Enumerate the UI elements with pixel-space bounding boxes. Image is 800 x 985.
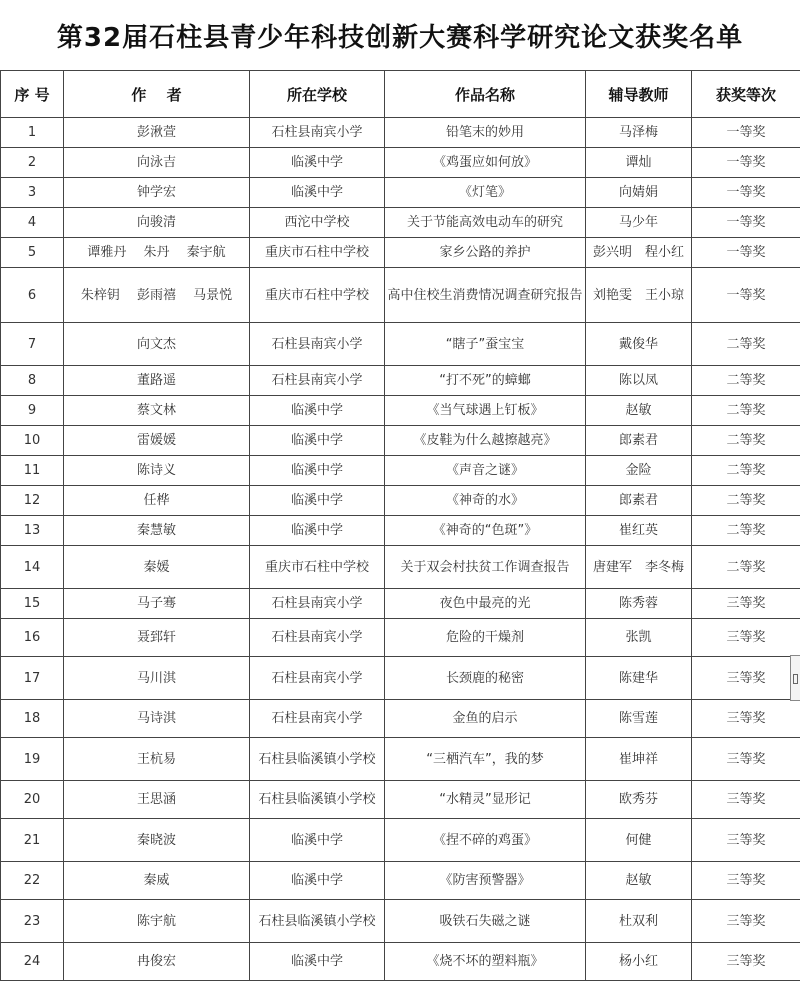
cell-author: 聂郅轩: [64, 619, 250, 657]
table-row: [1, 900, 800, 943]
cell-award: 三等奖: [692, 900, 800, 943]
cell-work: 《声音之谜》: [385, 456, 586, 486]
page-title: 第32届石柱县青少年科技创新大赛科学研究论文获奖名单: [56, 22, 744, 53]
cell-author: 马诗淇: [64, 700, 250, 738]
cell-school: 重庆市石柱中学校: [250, 238, 385, 268]
cell-award: 三等奖: [692, 819, 800, 862]
header-teacher: 辅导教师: [586, 71, 692, 118]
cell-work: 《鸡蛋应如何放》: [385, 148, 586, 178]
cell-index: 8: [1, 366, 64, 396]
header-index: 序 号: [1, 71, 64, 118]
cell-award: 三等奖: [692, 781, 800, 819]
header-row: [1, 71, 800, 118]
table-row: [1, 178, 800, 208]
cell-teacher: 陈以凤: [586, 366, 692, 396]
cell-award: 一等奖: [692, 178, 800, 208]
table-row: [1, 118, 800, 148]
cell-school: 石柱县南宾小学: [250, 323, 385, 366]
cell-work: 《灯笔》: [385, 178, 586, 208]
cell-author: 马川淇: [64, 657, 250, 700]
table-row: [1, 589, 800, 619]
cell-author: 秦媛: [64, 546, 250, 589]
cell-index: 10: [1, 426, 64, 456]
cell-index: 5: [1, 238, 64, 268]
cell-award: 三等奖: [692, 700, 800, 738]
cell-author: 谭雅丹 朱丹 秦宇航: [64, 238, 250, 268]
table-row: [1, 943, 800, 981]
table-row: [1, 700, 800, 738]
table-row: [1, 366, 800, 396]
cell-school: 临溪中学: [250, 148, 385, 178]
cell-school: 临溪中学: [250, 486, 385, 516]
cell-school: 石柱县临溪镇小学校: [250, 781, 385, 819]
cell-index: 7: [1, 323, 64, 366]
cell-work: “瞎子”蚕宝宝: [385, 323, 586, 366]
cell-teacher: 张凯: [586, 619, 692, 657]
cell-award: 二等奖: [692, 546, 800, 589]
table-row: [1, 486, 800, 516]
cell-award: 一等奖: [692, 238, 800, 268]
cell-index: 21: [1, 819, 64, 862]
cell-teacher: 马泽梅: [586, 118, 692, 148]
cell-teacher: 金险: [586, 456, 692, 486]
cell-work: 金鱼的启示: [385, 700, 586, 738]
cell-work: 高中住校生消费情况调查研究报告: [385, 268, 586, 323]
cell-index: 14: [1, 546, 64, 589]
cell-index: 6: [1, 268, 64, 323]
cell-work: 《皮鞋为什么越擦越亮》: [385, 426, 586, 456]
cell-author: 秦威: [64, 862, 250, 900]
cell-award: 三等奖: [692, 589, 800, 619]
cell-teacher: 向婧娟: [586, 178, 692, 208]
cell-award: 三等奖: [692, 619, 800, 657]
cell-teacher: 陈秀蓉: [586, 589, 692, 619]
cell-author: 雷媛媛: [64, 426, 250, 456]
cell-index: 9: [1, 396, 64, 426]
cell-award: 二等奖: [692, 516, 800, 546]
cell-index: 20: [1, 781, 64, 819]
table-row: [1, 619, 800, 657]
cell-work: 危险的干燥剂: [385, 619, 586, 657]
cell-teacher: 陈雪莲: [586, 700, 692, 738]
cell-work: 关于节能高效电动车的研究: [385, 208, 586, 238]
cell-award: 三等奖: [692, 943, 800, 981]
cell-teacher: 赵敏: [586, 862, 692, 900]
cell-school: 临溪中学: [250, 819, 385, 862]
cell-teacher: 谭灿: [586, 148, 692, 178]
cell-index: 16: [1, 619, 64, 657]
cell-teacher: 马少年: [586, 208, 692, 238]
table-row: [1, 268, 800, 323]
cell-teacher: 彭兴明 程小红: [586, 238, 692, 268]
cell-teacher: 崔坤祥: [586, 738, 692, 781]
cell-index: 15: [1, 589, 64, 619]
cell-author: 陈宇航: [64, 900, 250, 943]
cell-author: 彭湫萱: [64, 118, 250, 148]
cell-award: 一等奖: [692, 148, 800, 178]
table-row: [1, 781, 800, 819]
cell-author: 向文杰: [64, 323, 250, 366]
cell-author: 任桦: [64, 486, 250, 516]
cell-school: 石柱县南宾小学: [250, 619, 385, 657]
cell-author: 冉俊宏: [64, 943, 250, 981]
table-body: [1, 118, 800, 981]
cell-index: 13: [1, 516, 64, 546]
cell-work: “水精灵”显形记: [385, 781, 586, 819]
cell-school: 临溪中学: [250, 943, 385, 981]
cell-award: 二等奖: [692, 323, 800, 366]
table-row: [1, 323, 800, 366]
cell-teacher: 唐建军 李冬梅: [586, 546, 692, 589]
table-row: [1, 657, 800, 700]
cell-award: 三等奖: [692, 657, 800, 700]
cell-award: 一等奖: [692, 268, 800, 323]
cell-school: 石柱县临溪镇小学校: [250, 900, 385, 943]
table-row: [1, 516, 800, 546]
header-work: 作品名称: [385, 71, 586, 118]
cell-teacher: 赵敏: [586, 396, 692, 426]
cell-school: 临溪中学: [250, 396, 385, 426]
cell-award: 二等奖: [692, 456, 800, 486]
table-row: [1, 426, 800, 456]
cell-index: 4: [1, 208, 64, 238]
cell-author: 蔡文林: [64, 396, 250, 426]
header-author: 作 者: [64, 71, 250, 118]
cell-author: 秦晓波: [64, 819, 250, 862]
cell-teacher: 郎素君: [586, 426, 692, 456]
cell-school: 石柱县南宾小学: [250, 366, 385, 396]
cell-index: 2: [1, 148, 64, 178]
cell-school: 重庆市石柱中学校: [250, 268, 385, 323]
table-row: [1, 396, 800, 426]
cell-work: “三栖汽车”，我的梦: [385, 738, 586, 781]
marker-icon: [793, 674, 798, 684]
table-row: [1, 862, 800, 900]
cell-school: 石柱县南宾小学: [250, 700, 385, 738]
cell-index: 23: [1, 900, 64, 943]
cell-teacher: 杨小红: [586, 943, 692, 981]
cell-school: 石柱县南宾小学: [250, 589, 385, 619]
cell-work: 《捏不碎的鸡蛋》: [385, 819, 586, 862]
cell-award: 三等奖: [692, 738, 800, 781]
table-row: [1, 546, 800, 589]
cell-author: 钟学宏: [64, 178, 250, 208]
cell-award: 三等奖: [692, 862, 800, 900]
table-row: [1, 208, 800, 238]
cell-author: 向泳吉: [64, 148, 250, 178]
cell-award: 一等奖: [692, 118, 800, 148]
table-row: [1, 456, 800, 486]
cell-award: 二等奖: [692, 396, 800, 426]
awards-table: [0, 70, 800, 981]
cell-author: 王杭易: [64, 738, 250, 781]
cell-teacher: 杜双利: [586, 900, 692, 943]
cell-author: 秦慧敏: [64, 516, 250, 546]
cell-school: 重庆市石柱中学校: [250, 546, 385, 589]
cell-index: 3: [1, 178, 64, 208]
cell-school: 石柱县临溪镇小学校: [250, 738, 385, 781]
cell-author: 向骏清: [64, 208, 250, 238]
cell-award: 二等奖: [692, 426, 800, 456]
cell-award: 一等奖: [692, 208, 800, 238]
cell-index: 1: [1, 118, 64, 148]
cell-work: 铅笔末的妙用: [385, 118, 586, 148]
cell-school: 临溪中学: [250, 456, 385, 486]
cell-award: 二等奖: [692, 366, 800, 396]
cell-work: 长颈鹿的秘密: [385, 657, 586, 700]
cell-teacher: 刘艳雯 王小琼: [586, 268, 692, 323]
cell-school: 石柱县南宾小学: [250, 118, 385, 148]
cell-author: 陈诗义: [64, 456, 250, 486]
cell-index: 18: [1, 700, 64, 738]
table-row: [1, 738, 800, 781]
cell-school: 临溪中学: [250, 426, 385, 456]
cell-author: 董路遥: [64, 366, 250, 396]
cell-index: 19: [1, 738, 64, 781]
cell-teacher: 陈建华: [586, 657, 692, 700]
table-header: [1, 71, 800, 118]
cell-work: 夜色中最亮的光: [385, 589, 586, 619]
cell-school: 石柱县南宾小学: [250, 657, 385, 700]
cell-work: 关于双会村扶贫工作调查报告: [385, 546, 586, 589]
cell-teacher: 戴俊华: [586, 323, 692, 366]
cell-author: 王思涵: [64, 781, 250, 819]
cell-school: 西沱中学校: [250, 208, 385, 238]
cell-index: 22: [1, 862, 64, 900]
cell-school: 临溪中学: [250, 178, 385, 208]
cell-index: 12: [1, 486, 64, 516]
cell-index: 17: [1, 657, 64, 700]
cell-school: 临溪中学: [250, 516, 385, 546]
cell-award: 二等奖: [692, 486, 800, 516]
cell-school: 临溪中学: [250, 862, 385, 900]
cell-teacher: 欧秀芬: [586, 781, 692, 819]
header-award: 获奖等次: [692, 71, 800, 118]
cell-work: 家乡公路的养护: [385, 238, 586, 268]
cell-teacher: 崔红英: [586, 516, 692, 546]
cell-index: 24: [1, 943, 64, 981]
cell-teacher: 郎素君: [586, 486, 692, 516]
cell-work: “打不死”的蟑螂: [385, 366, 586, 396]
header-school: 所在学校: [250, 71, 385, 118]
page-edge-marker: [790, 655, 800, 701]
cell-work: 吸铁石失磁之谜: [385, 900, 586, 943]
cell-work: 《当气球遇上钉板》: [385, 396, 586, 426]
cell-work: 《神奇的水》: [385, 486, 586, 516]
cell-author: 朱梓钥 彭雨禧 马景悦: [64, 268, 250, 323]
table-row: [1, 148, 800, 178]
cell-work: 《神奇的“色斑”》: [385, 516, 586, 546]
cell-work: 《烧不坏的塑料瓶》: [385, 943, 586, 981]
cell-index: 11: [1, 456, 64, 486]
cell-work: 《防害预警器》: [385, 862, 586, 900]
table-row: [1, 819, 800, 862]
cell-teacher: 何健: [586, 819, 692, 862]
table-row: [1, 238, 800, 268]
cell-author: 马子骞: [64, 589, 250, 619]
